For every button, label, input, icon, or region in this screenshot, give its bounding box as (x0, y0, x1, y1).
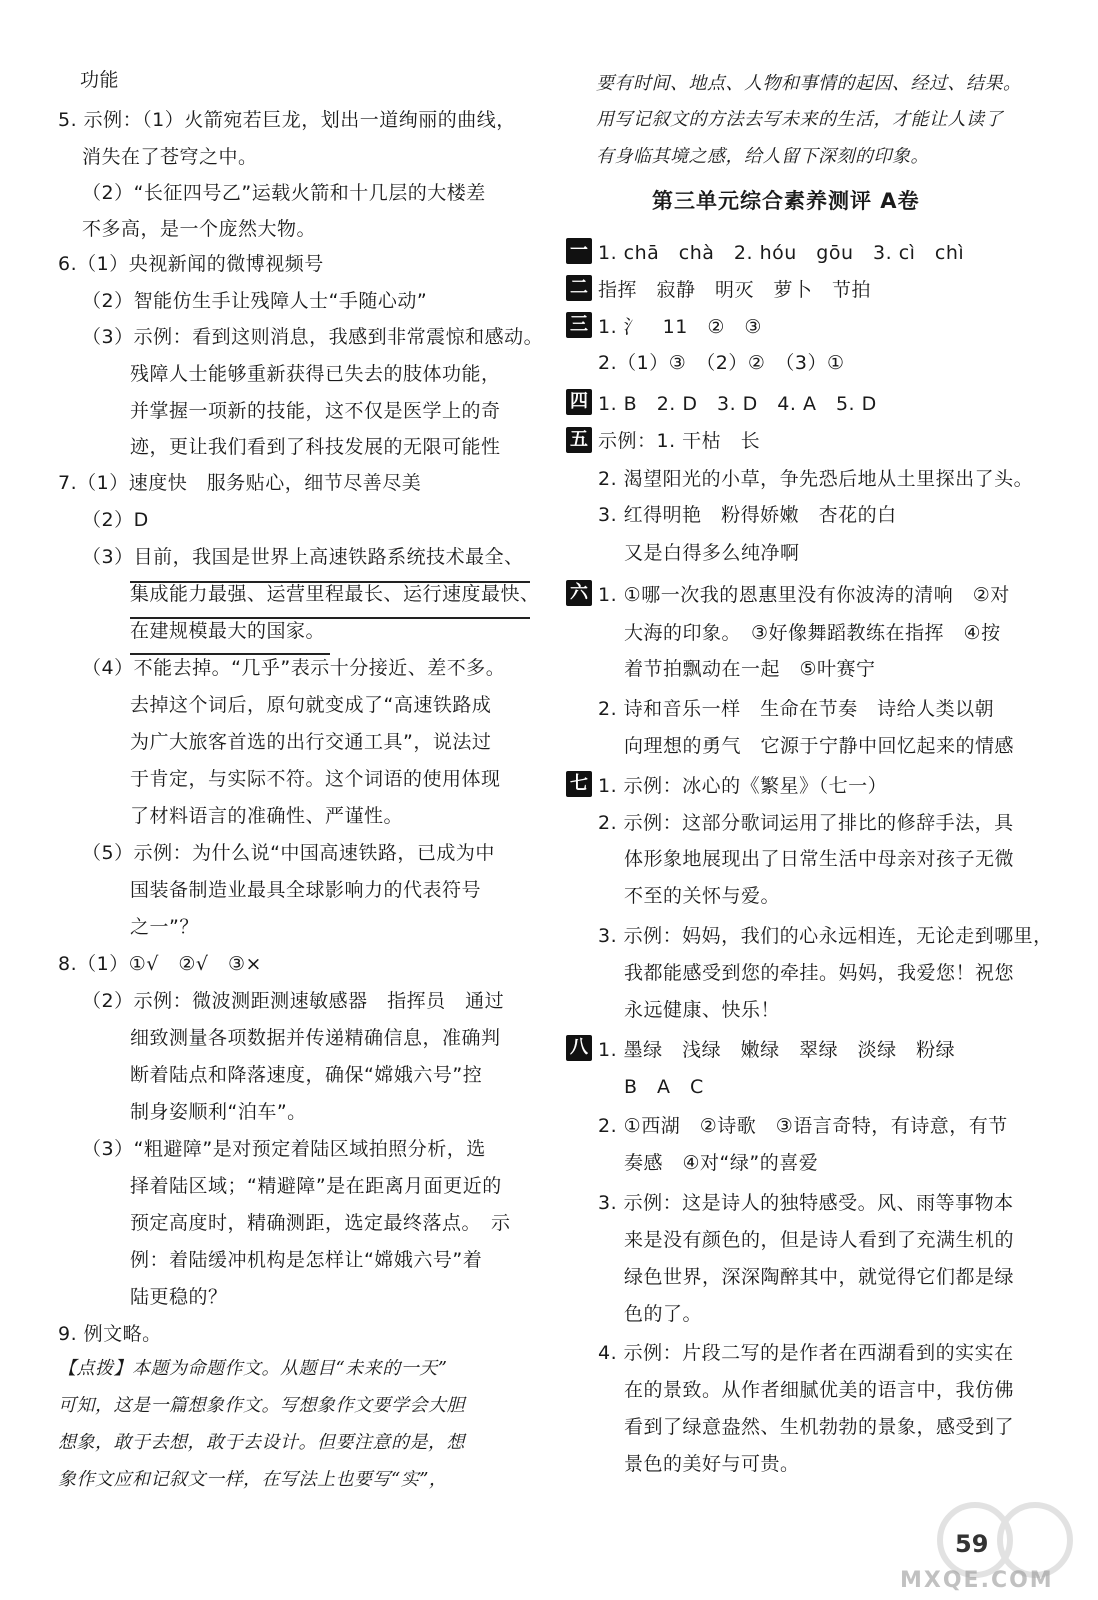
left-line: 断着陆点和降落速度，确保“嫦娥六号”控 (130, 1064, 483, 1086)
section-badge: 七 (566, 771, 592, 797)
answer-line: 2. 示例：这部分歌词运用了排比的修辞手法，具 (598, 812, 1014, 834)
left-line: 【点拨】本题为命题作文。从题目“未来的一天” (58, 1358, 448, 1379)
answer-line: 2. 诗和音乐一样 生命在节奏 诗给人类以朝 (598, 698, 995, 720)
answer-line: 我都能感受到您的牵挂。妈妈，我爱您！祝您 (624, 962, 1015, 984)
answer-line: 景色的美好与可贵。 (624, 1453, 800, 1475)
answer-line: 2. ①西湖 ②诗歌 ③语言奇特，有诗意，有节 (598, 1115, 1008, 1137)
left-line: （3）“粗避障”是对预定着陆区域拍照分析，选 (82, 1138, 486, 1160)
answer-line: 体形象地展现出了日常生活中母亲对孩子无微 (624, 848, 1015, 870)
answer-line: 色的了。 (624, 1303, 703, 1325)
left-line: 7.（1）速度快 服务贴心，细节尽善尽美 (58, 472, 422, 494)
answer-line: 绿色世界，深深陶醉其中，就觉得它们都是绿 (624, 1266, 1015, 1288)
page-number: 59 (955, 1530, 989, 1558)
right-top-line: 要有时间、地点、人物和事情的起因、经过、结果。 (596, 73, 1022, 94)
left-line: 了材料语言的准确性、严谨性。 (130, 805, 404, 827)
right-top-line: 用写记叙文的方法去写未来的生活，才能让人读了 (596, 109, 1003, 130)
left-line: （3）示例：看到这则消息，我感到非常震惊和感动。 (82, 326, 544, 348)
left-line: 去掉这个词后，原句就变成了“高速铁路成 (130, 694, 492, 716)
section-badge: 八 (566, 1035, 592, 1061)
left-line: （2）示例：微波测距测速敏感器 指挥员 通过 (82, 990, 505, 1012)
answer-line: 1. ①哪一次我的恩惠里没有你波涛的清响 ②对 (598, 584, 1010, 606)
answer-line: 1. 墨绿 浅绿 嫩绿 翠绿 淡绿 粉绿 (598, 1039, 956, 1061)
answer-line: 3. 示例：这是诗人的独特感受。风、雨等事物本 (598, 1192, 1014, 1214)
left-line: 不多高，是一个庞然大物。 (82, 218, 317, 240)
answer-line: 着节拍飘动在一起 ⑤叶赛宁 (624, 658, 876, 680)
answer-line: 示例：1. 干枯 长 (598, 430, 761, 452)
left-line: 残障人士能够重新获得已失去的肢体功能， (130, 363, 501, 385)
left-line: 预定高度时，精确测距，选定最终落点。 示 (130, 1212, 511, 1234)
answer-line: 指挥 寂静 明灭 萝卜 节拍 (598, 279, 872, 301)
answer-line: 1. chā chà 2. hóu gōu 3. cì chì (598, 242, 965, 264)
left-line: 可知，这是一篇想象作文。写想象作文要学会大胆 (58, 1395, 465, 1416)
answer-line: B A C (624, 1076, 704, 1098)
left-line: 细致测量各项数据并传递精确信息，准确判 (130, 1027, 501, 1049)
answer-line: 来是没有颜色的，但是诗人看到了充满生机的 (624, 1229, 1015, 1251)
left-line: 国装备制造业最具全球影响力的代表符号 (130, 879, 482, 901)
left-line: 陆更稳的？ (130, 1286, 228, 1308)
left-line: 9. 例文略。 (58, 1323, 162, 1345)
answer-line: 1. B 2. D 3. D 4. A 5. D (598, 393, 877, 415)
answer-line: 4. 示例：片段二写的是作者在西湖看到的实实在 (598, 1342, 1014, 1364)
section-badge: 四 (566, 389, 592, 415)
section-badge: 二 (566, 275, 592, 301)
left-line: 象作文应和记叙文一样，在写法上也要写“实”， (58, 1469, 448, 1490)
answer-line: 看到了绿意盎然、生机勃勃的景象，感受到了 (624, 1416, 1015, 1438)
answer-line: 1. 氵 11 ② ③ (598, 316, 762, 338)
answer-line: 2.（1）③ （2）② （3）① (598, 352, 845, 374)
answer-line: 不至的关怀与爱。 (624, 885, 781, 907)
left-line: 择着陆区域；“精避障”是在距离月面更近的 (130, 1175, 502, 1197)
answer-line: 3. 红得明艳 粉得娇嫩 杏花的白 (598, 504, 897, 526)
left-line: 制身姿顺利“泊车”。 (130, 1101, 307, 1123)
section-title: 第三单元综合素养测评 A卷 (652, 189, 920, 213)
answer-line: 3. 示例：妈妈，我们的心永远相连，无论走到哪里， (598, 925, 1053, 947)
section-badge: 六 (566, 580, 592, 606)
section-badge: 五 (566, 427, 592, 453)
left-line: 8.（1）①√ ②√ ③× (58, 953, 262, 975)
left-line: 为广大旅客首选的出行交通工具”，说法过 (130, 731, 492, 753)
right-top-line: 有身临其境之感，给人留下深刻的印象。 (596, 146, 929, 167)
left-line: 功能 (80, 69, 120, 91)
left-line: （5）示例：为什么说“中国高速铁路，已成为中 (82, 842, 495, 864)
section-badge: 三 (566, 312, 592, 338)
left-line: （2）“长征四号乙”运载火箭和十几层的大楼差 (82, 182, 486, 204)
left-line: （3）目前，我国是世界上高速铁路系统技术最全、 (82, 546, 524, 568)
left-line: 在建规模最大的国家。 (130, 620, 326, 642)
left-line: 集成能力最强、运营里程最长、运行速度最快、 (130, 583, 540, 605)
section-badge: 一 (566, 238, 592, 264)
left-line: 消失在了苍穹之中。 (82, 146, 258, 168)
answer-line: 大海的印象。 ③好像舞蹈教练在指挥 ④按 (624, 622, 1001, 644)
answer-line: 1. 示例：冰心的《繁星》（七一） (598, 775, 888, 797)
answer-line: 永远健康、快乐！ (624, 999, 781, 1021)
left-line: 5. 示例：（1）火箭宛若巨龙，划出一道绚丽的曲线， (58, 109, 516, 131)
answer-line: 2. 渴望阳光的小草，争先恐后地从土里探出了头。 (598, 468, 1034, 490)
left-line: 并掌握一项新的技能，这不仅是医学上的奇 (130, 400, 501, 422)
underline-3 (130, 653, 330, 655)
left-line: （2）D (82, 509, 149, 531)
answer-line: 奏感 ④对“绿”的喜爱 (624, 1152, 819, 1174)
left-line: 之一”？ (130, 916, 199, 938)
left-line: （2）智能仿生手让残障人士“手随心动” (82, 290, 428, 312)
answer-line: 又是白得多么纯净啊 (624, 542, 800, 564)
answer-line: 向理想的勇气 它源于宁静中回忆起来的情感 (624, 735, 1015, 757)
answer-line: 在的景致。从作者细腻优美的语言中，我仿佛 (624, 1379, 1015, 1401)
left-line: 迹，更让我们看到了科技发展的无限可能性 (130, 436, 501, 458)
left-line: （4）不能去掉。“几乎”表示十分接近、差不多。 (82, 657, 506, 679)
left-line: 想象，敢于去想，敢于去设计。但要注意的是，想 (58, 1432, 465, 1453)
watermark-text: MXQE.COM (900, 1568, 1054, 1593)
underline-1 (130, 581, 530, 583)
left-line: 6.（1）央视新闻的微博视频号 (58, 253, 324, 275)
left-line: 于肯定，与实际不符。这个词语的使用体现 (130, 768, 501, 790)
left-line: 例：着陆缓冲机构是怎样让“嫦娥六号”着 (130, 1249, 483, 1271)
underline-2 (130, 617, 530, 619)
